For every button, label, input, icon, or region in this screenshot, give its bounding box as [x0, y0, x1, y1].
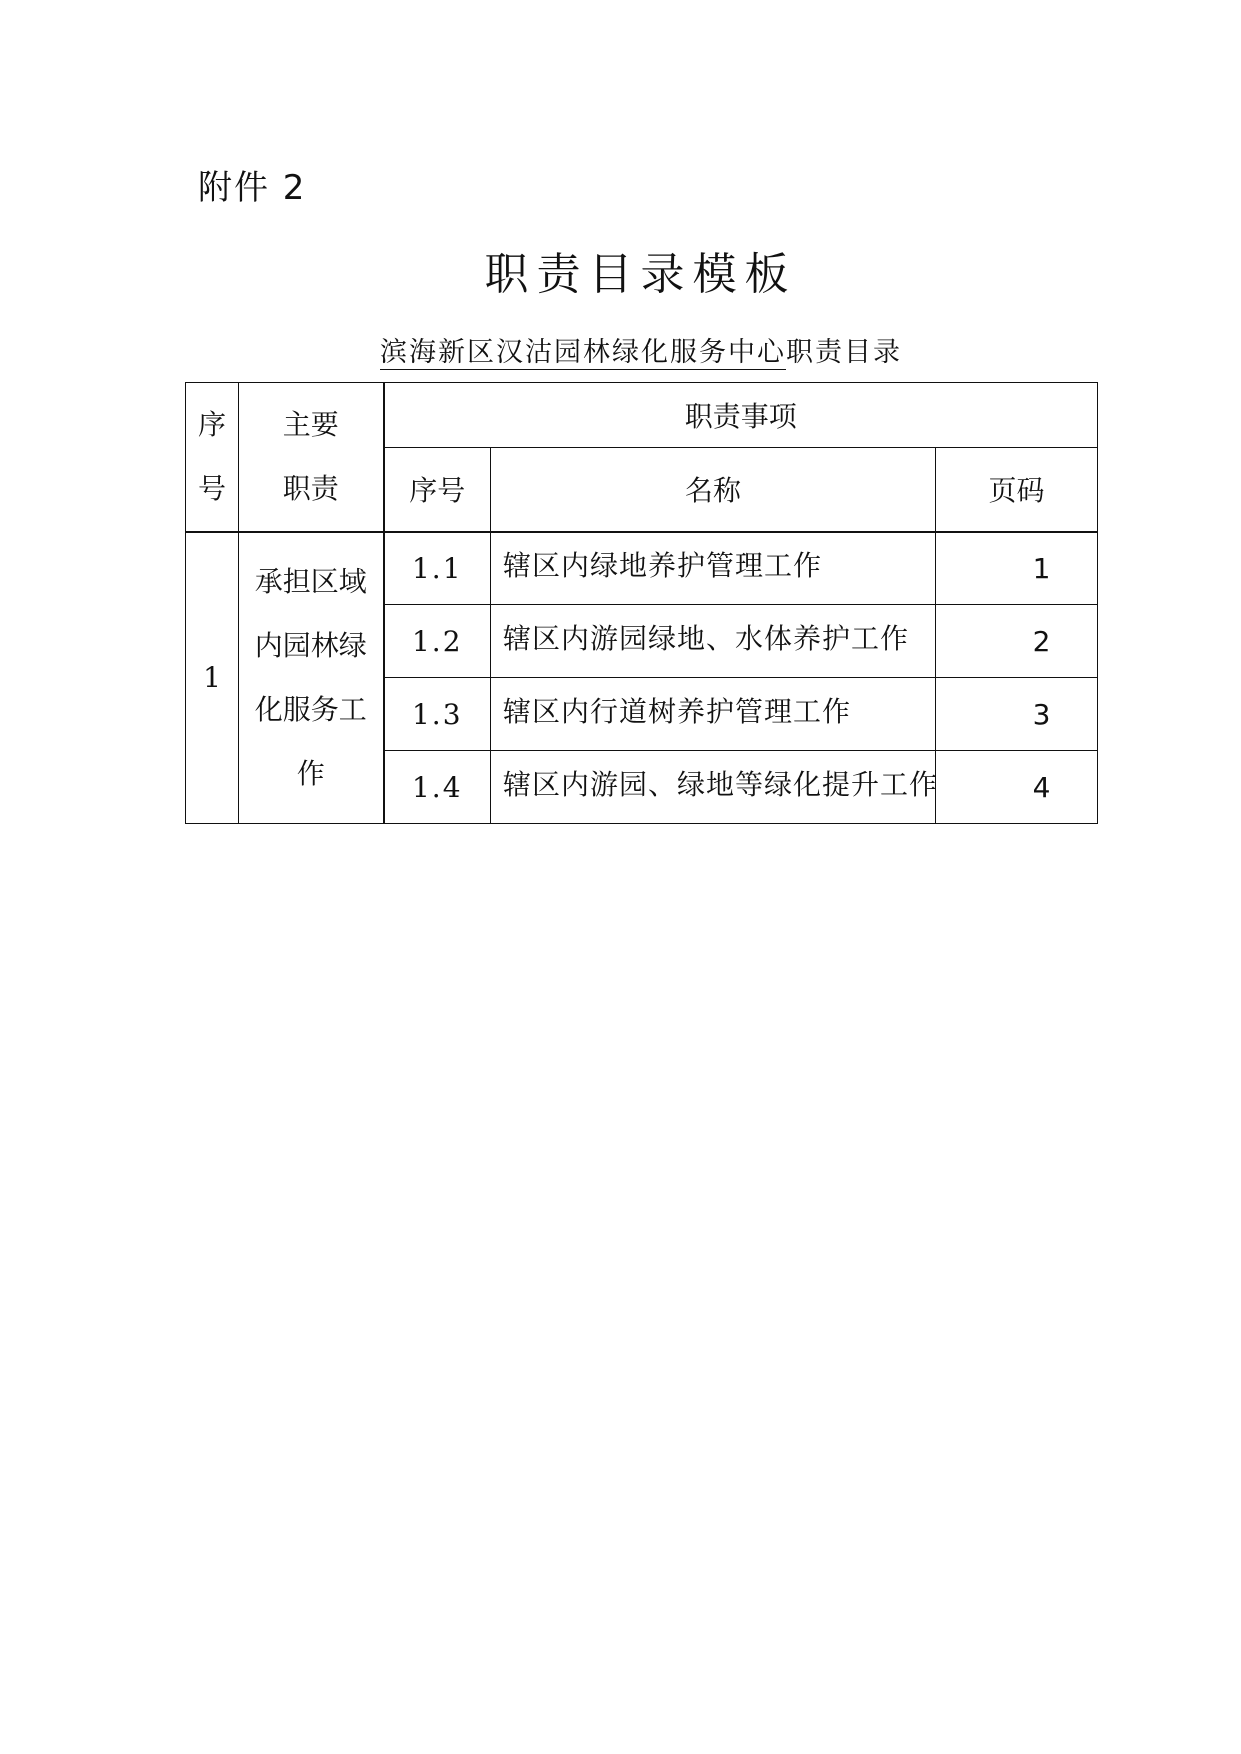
item-number: 1.4 [384, 751, 491, 824]
item-number: 1.2 [384, 605, 491, 678]
header-main-duty-line2: 职责 [282, 471, 339, 505]
item-name: 辖区内绿地养护管理工作 [491, 532, 936, 605]
attachment-label: 附件 2 [198, 168, 307, 208]
item-page: 3 [936, 678, 1098, 751]
main-duty-line: 内园林绿 [254, 628, 367, 662]
item-number: 1.1 [384, 532, 491, 605]
duty-catalog-table [185, 382, 1098, 824]
header-seq-line1: 序 [197, 407, 226, 441]
item-name: 辖区内游园、绿地等绿化提升工作 [491, 751, 936, 824]
item-name: 辖区内游园绿地、水体养护工作 [491, 605, 936, 678]
header-seq-line2: 号 [197, 471, 226, 505]
item-page: 1 [936, 532, 1098, 605]
main-duty-line: 作 [296, 756, 325, 790]
table-row [186, 532, 1098, 605]
subtitle-suffix: 职责目录 [786, 337, 902, 368]
header-main-duty-line1: 主要 [282, 407, 339, 441]
header-row-1 [186, 383, 1098, 448]
subtitle-organization: 滨海新区汉沽园林绿化服务中心 [380, 337, 786, 368]
header-main-duty-cell [239, 383, 384, 532]
document-title: 职责目录模板 [484, 249, 797, 300]
header-duty-items: 职责事项 [384, 383, 1098, 448]
header-item-seq: 序号 [384, 448, 491, 532]
main-duty-line: 化服务工 [254, 692, 367, 726]
main-duty-line: 承担区域 [254, 564, 367, 598]
header-seq-cell [186, 383, 239, 532]
table-subtitle [380, 330, 902, 369]
group-main-duty [239, 532, 384, 824]
item-name: 辖区内行道树养护管理工作 [491, 678, 936, 751]
item-page: 2 [936, 605, 1098, 678]
item-number: 1.3 [384, 678, 491, 751]
header-item-page: 页码 [936, 448, 1098, 532]
group-seq: 1 [186, 532, 239, 824]
item-page: 4 [936, 751, 1098, 824]
header-item-name: 名称 [491, 448, 936, 532]
